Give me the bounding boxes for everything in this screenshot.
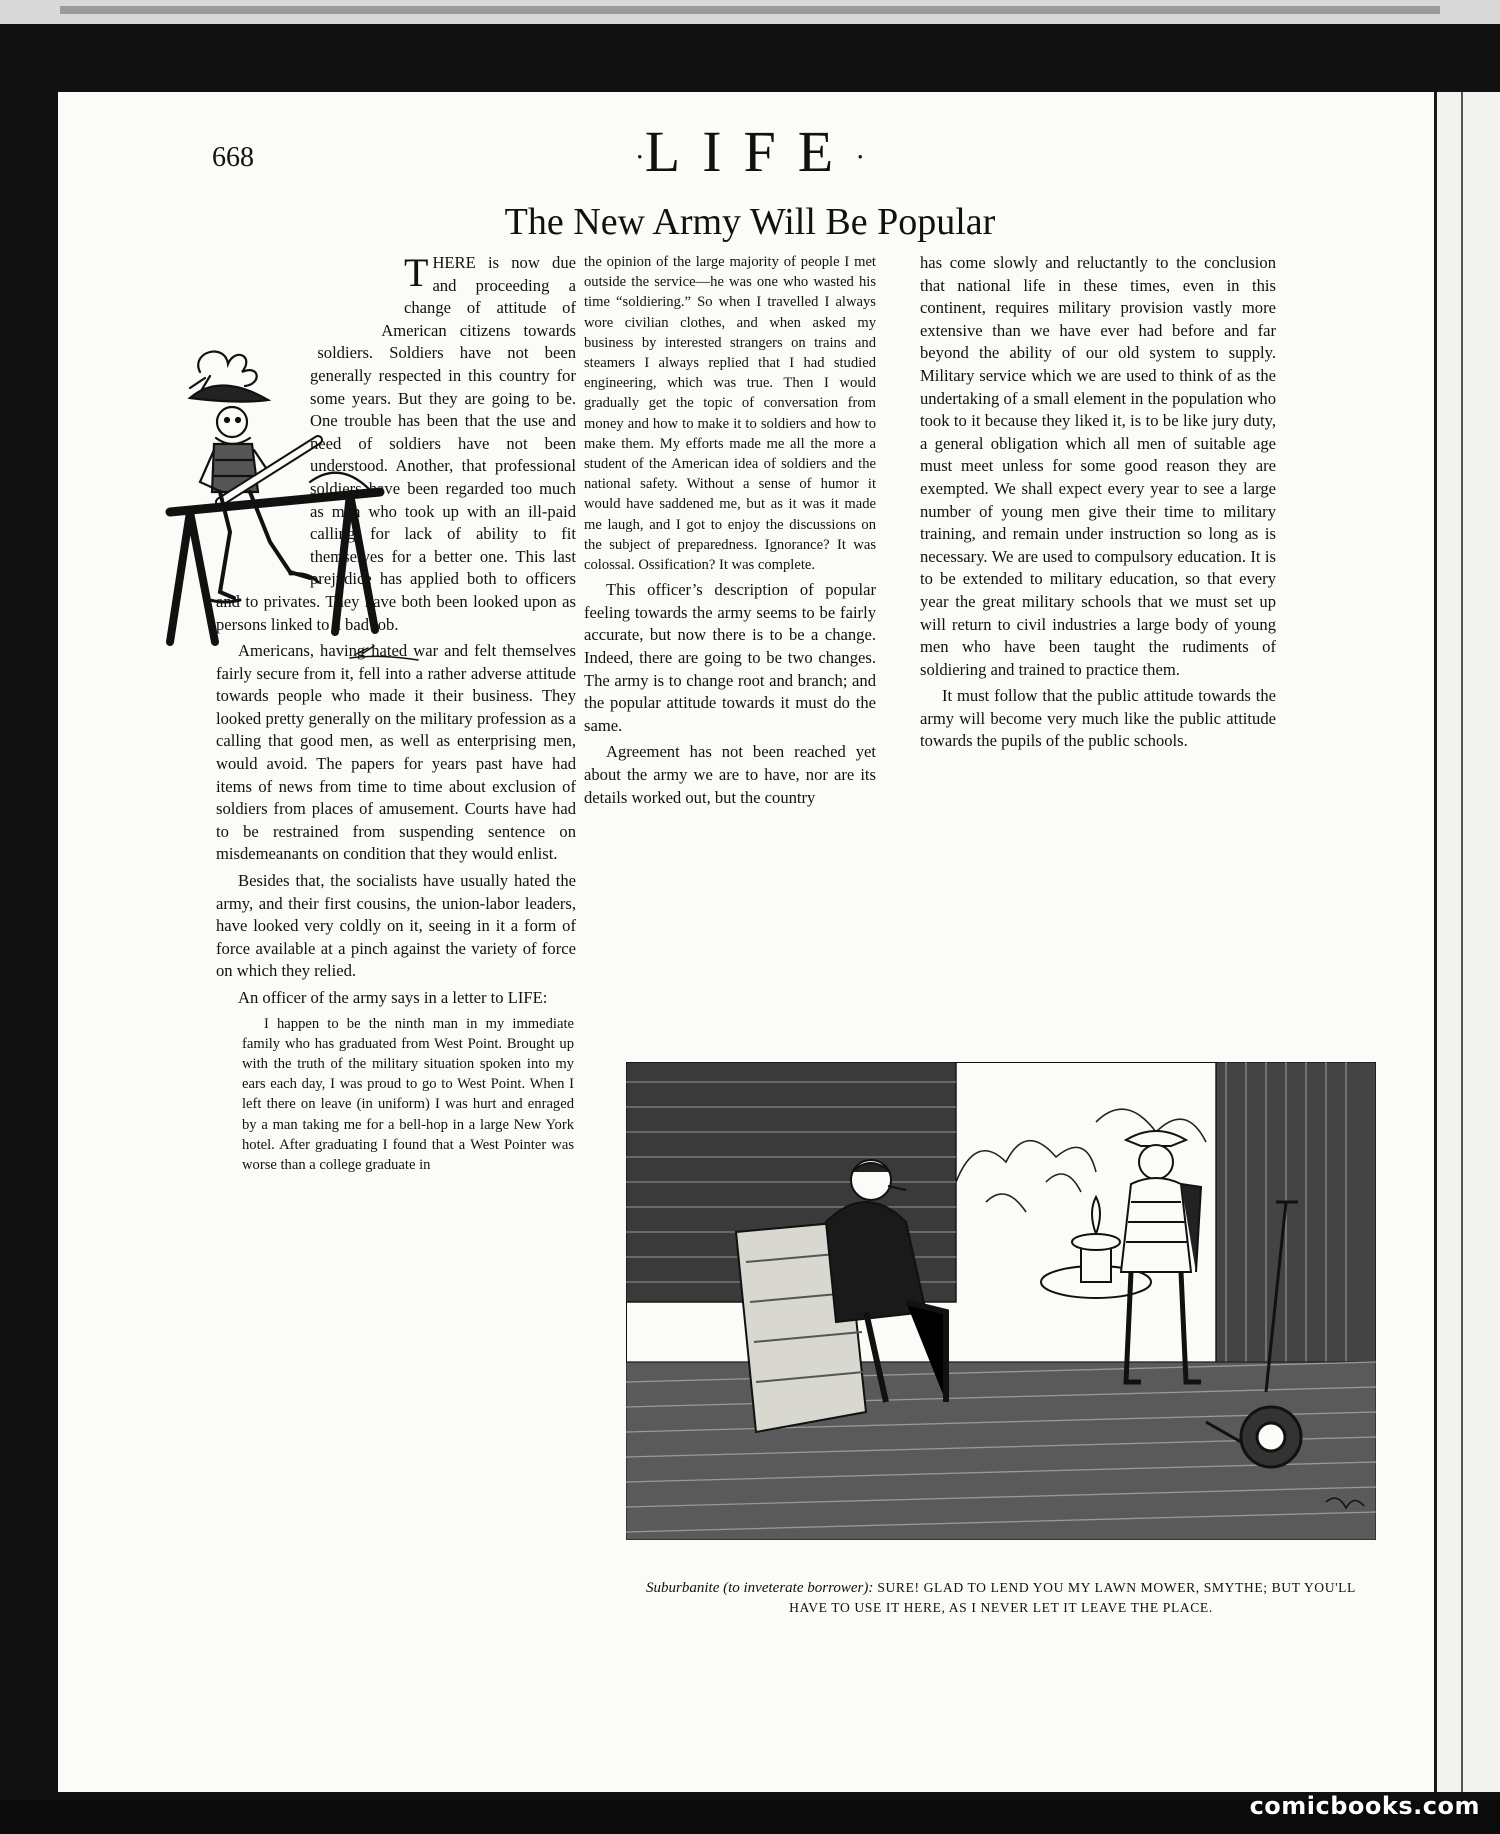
paragraph: Americans, having hated war and felt themselves fairly secure from it, fell into a rather adverse attitude towards people who made it their business. They looked pretty generally on the military profession as a calling that good men, as well as enterprising men, would avoid. The papers for years past have had items of news from time to time about exclusion of soldiers from places of amusement. Courts have had to be restrained from suspending sentence on misdemeanants on condition that they would enlist. bbox=[216, 641, 576, 864]
drop-cap: T bbox=[404, 250, 429, 295]
masthead-title: LIFE bbox=[644, 119, 856, 184]
article-column-3 bbox=[920, 252, 1276, 757]
paragraph: Besides that, the socialists have usually hated the army, and their first cousins, the union-labor leaders, have looked very coldly on it, seeing in it a form of force available at a pinch against the variety of force on which they relied. bbox=[216, 871, 576, 981]
paragraph: An officer of the army says in a letter to LIFE: bbox=[238, 988, 548, 1007]
paragraph: This officer’s description of popular feeling towards the army seems to be fairly accurate, but now there is to be a change. Indeed, there are going to be two changes. The army is to change root and branch; and the popular attitude towards it must do the same. bbox=[584, 580, 876, 735]
paragraph: Agreement has not been reached yet about the army we are to have, nor are its details worked out, but the country bbox=[584, 742, 876, 807]
caption-text: SURE! GLAD TO LEND YOU MY LAWN MOWER, SMYTHE; BUT YOU'LL HAVE TO USE IT HERE, AS I NEVER LET IT LEAVE THE PLACE. bbox=[789, 1580, 1356, 1615]
cartoon-caption bbox=[626, 1578, 1376, 1618]
article-column-2 bbox=[584, 252, 876, 813]
page-number: 668 bbox=[212, 142, 254, 173]
paragraph: It must follow that the public attitude towards the army will become very much like the public attitude towards the pupils of the public schools. bbox=[920, 686, 1276, 751]
masthead: ·LIFE· bbox=[634, 119, 866, 184]
column-2-body bbox=[584, 579, 876, 809]
watermark: comicbooks.com bbox=[1249, 1792, 1480, 1820]
article-headline: The New Army Will Be Popular bbox=[504, 201, 996, 243]
caption-speaker: Suburbanite (to inveterate borrower): bbox=[646, 1580, 874, 1596]
top-scan-strip bbox=[0, 0, 1500, 24]
article-column-1 bbox=[216, 252, 576, 1179]
paragraph: has come slowly and reluctantly to the conclusion that national life in these times, even in this continent, requires military provision vastly more extensive than we have ever had before and far beyond the ability of our old system to supply. Military service which we are used to think of as the undertaking of a small element in the population who took to it because they liked it, is to be like jury duty, a general obligation which all men of suitable age must meet unless for some good reason they are exempted. We shall expect every year to see a large number of young men give their time to military training, and remain under instruction so long as is necessary. We are used to compulsory education. It is to be extended to military education, so that every year the great military schools that we must set up will return to civil industries a large body of young men who have been taught the rudiments of soldiering and trained to practice them. bbox=[920, 253, 1276, 679]
paragraph-text: HERE is now due and proceeding a change of attitude of American citizens towards soldiers. Soldiers have not been generally respected in this country for some years. But they are going to be. One trouble has been that the use and need of soldiers have not been understood. Another, that professional soldiers have been regarded too much as men who took up with an ill-paid calling for lack of ability to fit themselves for a better one. This last prejudice has applied both to officers and to privates. They have both been looked upon as persons linked to a bad job. bbox=[216, 253, 576, 634]
officer-letter-quote bbox=[242, 1014, 574, 1176]
quote-text: I happen to be the ninth man in my immediate family who has graduated from West Point. Brought up with the truth of the military situation spoken into my ears each day, I was proud to go to West Point. When I left there on leave (in uniform) I was hurt and enraged by a man taking me for a bell-hop in a large New York hotel. After graduating I found that a West Pointer was worse than a college graduate in bbox=[242, 1015, 574, 1174]
facing-page-edge bbox=[1434, 92, 1500, 1792]
lawn-mower-cartoon bbox=[626, 1062, 1376, 1540]
quote-continuation: the opinion of the large majority of people I met outside the service—he was one who wasted his time “soldiering.” So when I travelled I always wore civilian clothes, and when asked my business by interested strangers on trains and steamers I always replied that I had studied engineering, which was true. Then I would gradually get the topic of conversation from money and how to make it to soldiers and how to make them. My efforts made me all the more a student of the American idea of soldiers and the national safety. Without a sense of humor it would have saddened me, but as it was it made me laugh, and I got to enjoy the discussions on the subject of preparedness. Ignorance? It was colossal. Ossification? It was complete. bbox=[584, 254, 876, 574]
